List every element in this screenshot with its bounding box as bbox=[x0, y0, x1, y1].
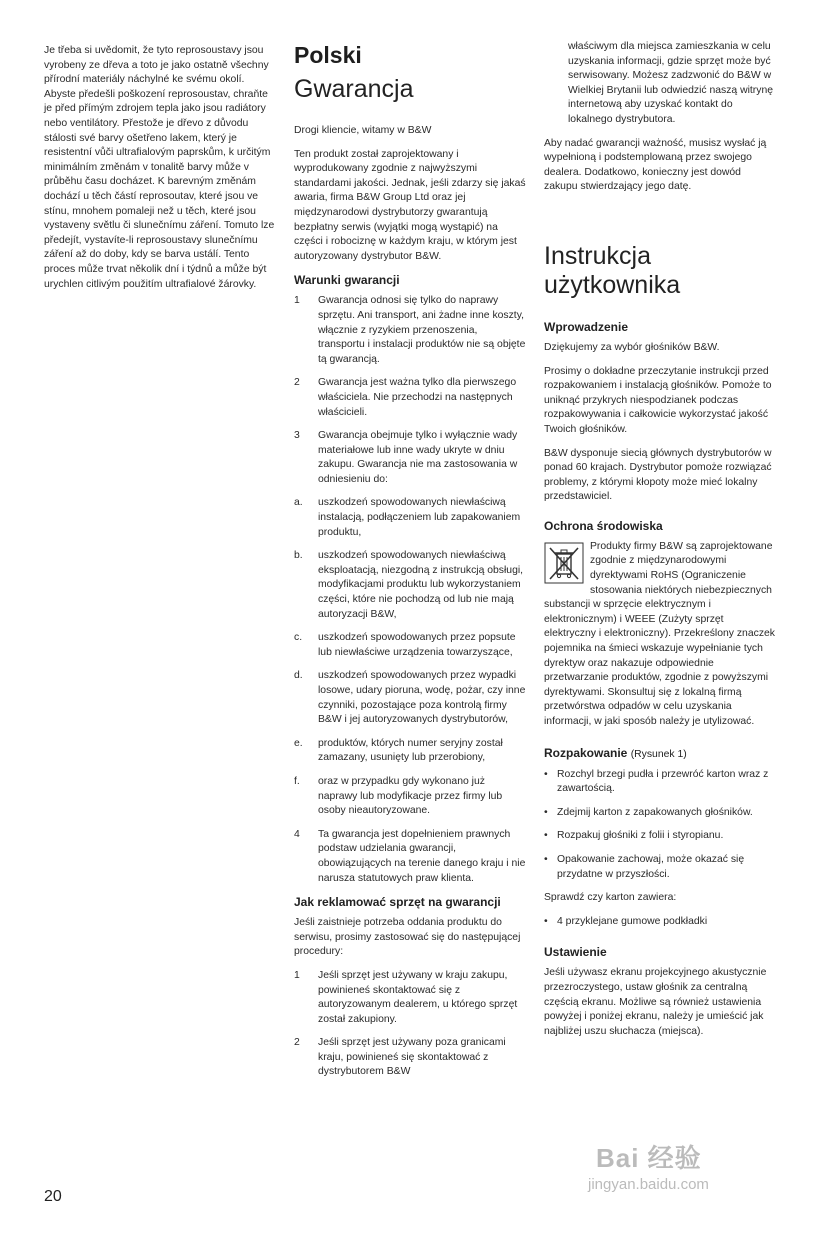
unpack-heading: Rozpakowanie (Rysunek 1) bbox=[544, 745, 687, 760]
condition-item: 4 Ta gwarancja jest dopełnieniem prawnych podstaw udzielania gwarancji, obowiązujących na terenie danego kraju i nie narusza statutowych praw klienta. bbox=[294, 828, 526, 884]
czech-column bbox=[44, 44, 276, 292]
polish-column-warranty bbox=[294, 40, 526, 1089]
manual-title: Instrukcja użytkownika bbox=[544, 241, 681, 299]
condition-item: b. uszkodzeń spowodowanych niewłaściwą eksploatacją, niezgodną z instrukcją obsługi, modyfikacjami produktu lub wykorzystaniem części, które nie pochodzą od lub nie mają autoryzacji B&W, bbox=[294, 550, 524, 620]
warranty-intro: Ten produkt został zaprojektowany i wyprodukowany zgodnie z najwyższymi standardami jakości. Jednak, jeśli zdarzy się jakaś awaria, firma B&W Group Ltd oraz jej międzynarodowi dystrybutorzy gwarantują bezpłatny serwis (wyjątki mogą wystąpić) na części i robociznę w każdym kraju, w którym jest autoryzowany dystrybutor B&W. bbox=[294, 148, 526, 262]
crossed-bin-icon bbox=[544, 542, 584, 584]
check-contents-text: Sprawdź czy karton zawiera: bbox=[544, 892, 677, 904]
page-number: 20 bbox=[44, 1188, 62, 1205]
warranty-title: Gwarancja bbox=[294, 75, 414, 103]
conditions-heading: Warunki gwarancji bbox=[294, 273, 400, 288]
condition-item: e. produktów, których numer seryjny został zamazany, usunięty lub przerobiony, bbox=[294, 737, 503, 764]
watermark-logo: Bai 经验 bbox=[596, 1143, 702, 1173]
claim-step: 1 Jeśli sprzęt jest używany w kraju zakupu, powinieneś skontaktować się z autoryzowanym dealerem, u którego sprzęt został zakupiony. bbox=[294, 969, 518, 1025]
condition-item: 2 Gwarancja jest ważna tylko dla pierwszego właściciela. Nie przechodzi na następnych właścicieli. bbox=[294, 377, 517, 418]
unpack-step: • Rozpakuj głośniki z folii i styropianu. bbox=[544, 830, 724, 842]
unpack-step: • Rozchyl brzegi pudła i przewróć karton wraz z zawartością. bbox=[544, 768, 769, 795]
placement-text: Jeśli używasz ekranu projekcyjnego akustycznie przezroczystego, ustaw głośnik za centralną częścią ekranu. Możliwe są również ustawienia powyżej i poniżej ekranu, należy je umieścić jak najbliżej uszu słuchacza (miejsca). bbox=[544, 967, 767, 1037]
claim-intro: Jeśli zaistnieje potrzeba oddania produktu do serwisu, prosimy zastosować się do następującej procedury: bbox=[294, 917, 521, 958]
condition-item: 1 Gwarancja odnosi się tylko do naprawy sprzętu. Ani transport, ani żadne inne koszty, włącznie z ryzykiem przenoszenia, transportu i instalacji produktów nie są objęte tą gwarancją. bbox=[294, 295, 526, 365]
unpack-step: • Opakowanie zachowaj, może okazać się przydatne w przyszłości. bbox=[544, 853, 745, 880]
language-title: Polski bbox=[294, 42, 362, 68]
figure-reference: (Rysunek 1) bbox=[630, 748, 687, 760]
environment-heading: Ochrona środowiska bbox=[544, 518, 663, 533]
claim-step-continued: właściwym dla miejsca zamieszkania w celu uzyskania informacji, gdzie sprzęt może być serwisowany. Możesz zadzwonić do B&W w Wielkiej Brytanii lub odwiedzić naszą witrynę internetową aby uzyskać kontakt do lokalnego dystrybutora. bbox=[568, 41, 774, 125]
greeting: Drogi kliencie, witamy w B&W bbox=[294, 125, 432, 136]
condition-item: a. uszkodzeń spowodowanych niewłaściwą instalacją, podłączeniem lub zapakowaniem produktu, bbox=[294, 497, 521, 538]
intro-heading: Wprowadzenie bbox=[544, 319, 629, 334]
condition-item: c. uszkodzeń spowodowanych przez popsute lub niewłaściwe urządzenia towarzyszące, bbox=[294, 632, 516, 658]
claim-heading: Jak reklamować sprzęt na gwarancji bbox=[294, 895, 501, 910]
environment-text: Produkty firmy B&W są zaprojektowane zgodnie z międzynarodowymi dyrektywami RoHS (Ograniczenie stosowania niektórych niebezpiecznych substancji w sprzęcie elektrycznym i elektronicznym) i WEEE (Zużyty sprzęt elektryczny i elektroniczny). Przekreślony znaczek pojemnika na śmieci wskazuje wypełnianie tych dyrektyw oraz nakazuje odpowiednie przetwarzanie produktów, zgodnie z powyższymi dyrektywami. Skonsultuj się z lokalną firmą przetwórstwa odpadów w celu uzyskania informacji, w jaki sposób należy je utylizować. bbox=[544, 540, 775, 727]
placement-heading: Ustawienie bbox=[544, 945, 607, 960]
condition-item: 3 Gwarancja obejmuje tylko i wyłącznie wady materiałowe lub inne wady ukryte w dniu zakupu. Gwarancja nie ma zastosowania w odniesieniu do: bbox=[294, 430, 518, 485]
polish-column-manual bbox=[544, 40, 776, 1039]
warranty-validity: Aby nadać gwarancji ważność, musisz wysłać ją wypełnioną i podstemplowaną przez swojego dealera. Dodatkowo, konieczny jest dowód zakupu stwierdzający jego datę. bbox=[544, 137, 767, 193]
czech-paragraph: Je třeba si uvědomit, že tyto reprosoustavy jsou vyrobeny ze dřeva a toto je jako ostatně všechny přírodní materiály náchylné ke svému okolí. Abyste předešli poškození reprosoustav, chraňte je před přímým zdrojem tepla jako jsou radiátory nebo ventilátory. Přestože je dřevo z důvodu stálosti své barvy ošetřeno lakem, který je resistentní vůči ultrafialovým paprskům, k určitým minimálním změnám v tonalitě barvy může v průběhu času docházet. K barevným změnám dochází u těch částí reprosoutav, které jsou ve stínu, mnohem pomaleji než u těch, které jsou vystaveny světlu či slunečnímu záření. Tomuto lze předejít, vystavíte-li reprosoustavy slunečnímu záření až do doby, kdy se barva ustálí. Tento proces může trvat několik dní i týdnů a může být urychlen citlivým použitím ultrafialové žárovky. bbox=[44, 45, 275, 290]
condition-item: f. oraz w przypadku gdy wykonano już naprawy lub modyfikacje przez firmy lub osoby nieautoryzowane. bbox=[294, 775, 503, 817]
claim-step: 2 Jeśli sprzęt jest używany poza granicami kraju, powinieneś się skontaktować z dystrybutorem B&W bbox=[294, 1037, 506, 1078]
read-carefully-text: Prosimy o dokładne przeczytanie instrukcji przed rozpakowaniem i instalacją głośników. Pomoże to uniknąć przykrych niespodzianek podczas rozpakowywania i całkowicie wykorzystać jakość Twoich głośników. bbox=[544, 365, 772, 435]
thanks-text: Dziękujemy za wybór głośników B&W. bbox=[544, 341, 720, 353]
conditions-list bbox=[294, 294, 526, 886]
condition-item: d. uszkodzeń spowodowanych przez wypadki losowe, udary pioruna, wodę, pożar, czy inne czynniki, pozostające poza kontrolą firmy B&W i jej autoryzowanych dystrybutorów, bbox=[294, 670, 526, 726]
network-text: B&W dysponuje siecią głównych dystrybutorów w ponad 60 krajach. Dystrybutor pomoże rozwiązać problemy, z którymi kłopoty może mieć lokalny przedstawiciel. bbox=[544, 447, 772, 503]
contents-item: • 4 przyklejane gumowe podkładki bbox=[544, 915, 708, 927]
unpack-step: • Zdejmij karton z zapakowanych głośników. bbox=[544, 806, 753, 818]
watermark-url: jingyan.baidu.com bbox=[588, 1176, 709, 1193]
